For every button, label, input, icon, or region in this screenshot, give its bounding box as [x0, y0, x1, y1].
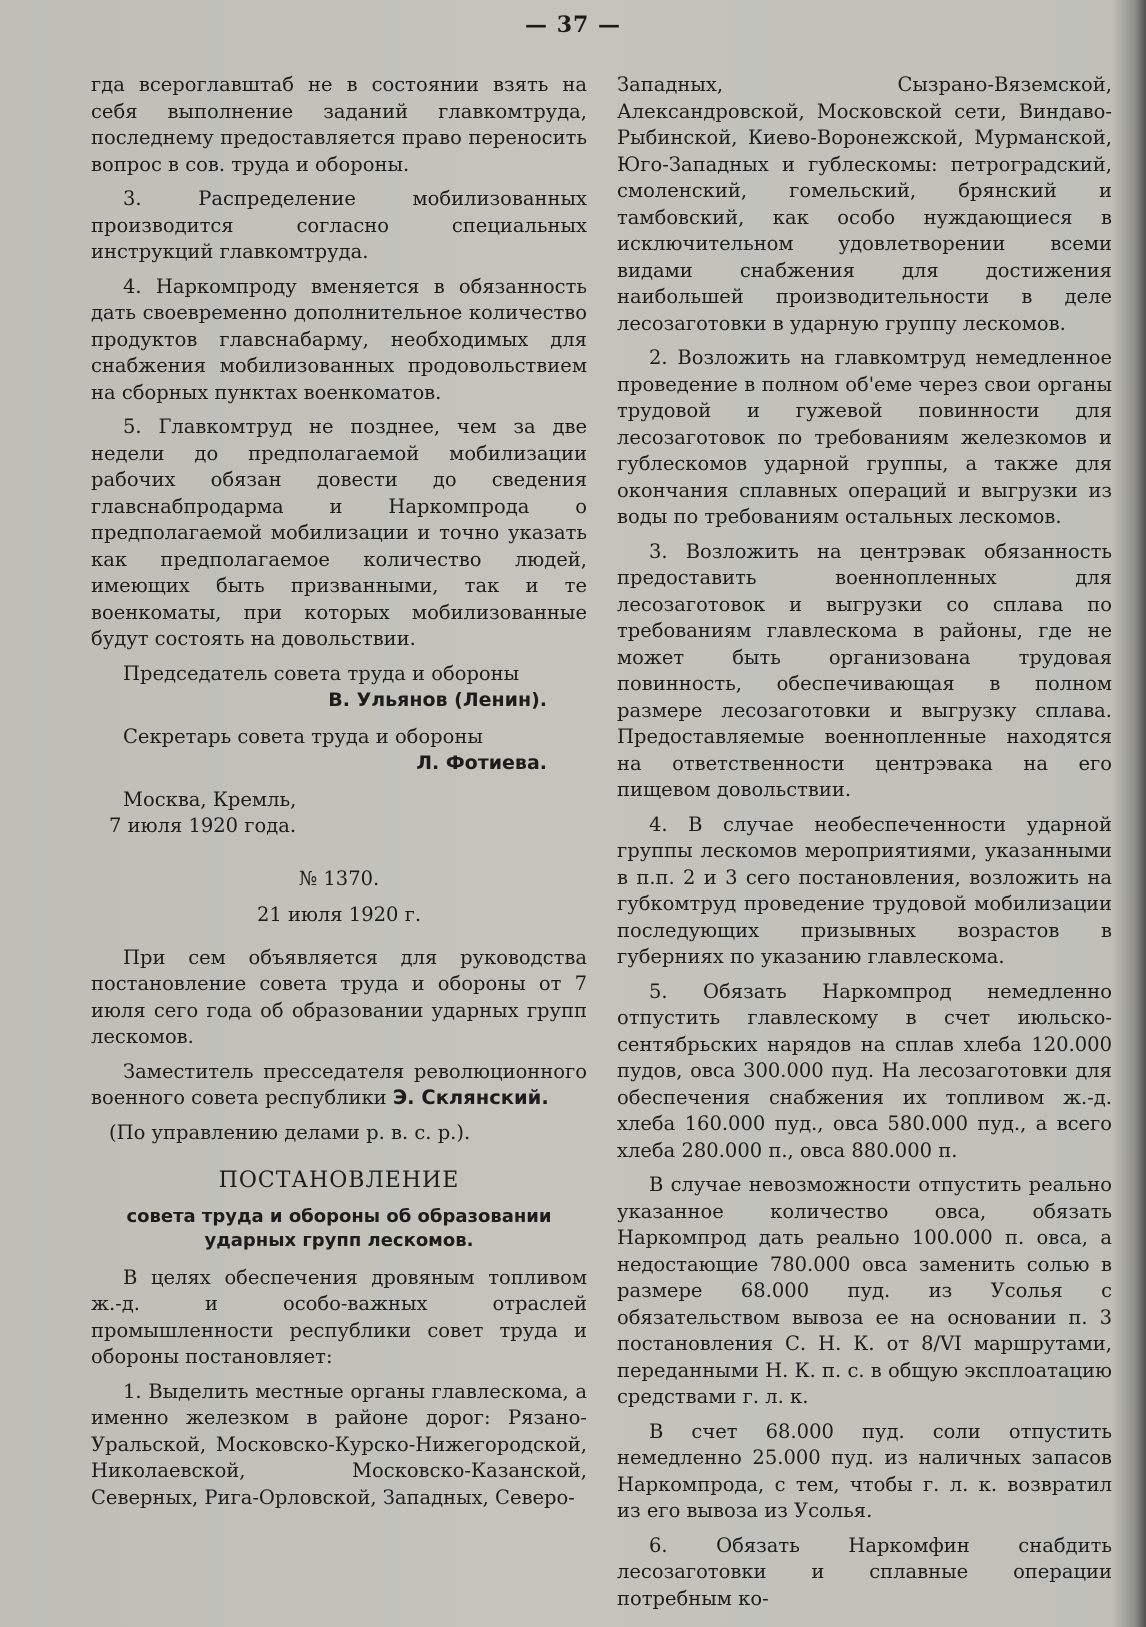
deputy-text: Заместитель пресседателя революционного военного совета республики	[91, 1059, 587, 1109]
point-5-paragraph: 5. Обязать Наркомпрод немедленно отпустить главлескому в счет июльско-сентябрьских нарядов на сплав хлеба 120.000 пудов, овса 300.000 пуд. На лесозаготовки для обеспечения снабжения их топливом ж.-д. хлеба 160.000 пуд., овса 580.000 пуд., а всего хлеба 280.000 п., овса 880.000 п.	[617, 979, 1112, 1162]
office-note: (По управлению делами р. в. с. р.).	[109, 1120, 471, 1144]
order-date: 21 июля 1920 г.	[256, 903, 422, 926]
point-1-paragraph: 1. Выделить местные органы главлескома, а именно железком в районе дорог: Рязано-Уральской, Московско-Курско-Нижегородской, Николаевской, Московско-Казанской, Северных, Рига-Орловской, Западных, Северо-	[91, 1379, 587, 1509]
item-4-paragraph: 4. Наркомпроду вменяется в обязанность дать своевременно дополнительное количество продуктов главснабарму, необходимых для снабжения мобилизованных продовольствием на сборных пунктах военкоматов.	[91, 274, 587, 404]
deputy-name: Э. Склянский.	[392, 1086, 549, 1109]
chairman-signature	[91, 661, 587, 714]
announcement-paragraph: При сем объявляется для руководства постановление совета труда и обороны от 7 июля сего года об образовании ударных групп лескомов.	[91, 945, 587, 1048]
salt-clause-paragraph: В счет 68.000 пуд. соли отпустить немедленно 25.000 пуд. из наличных запасов Наркомпрода, с тем, чтобы г. л. к. возвратил из его вывоза из Усолья.	[617, 1419, 1112, 1522]
point-5-continuation: В случае невозможности отпустить реально указанное количество овса, обязать Наркомпрод дать реально 100.000 п. овса, а недостающие 780.000 овса заменить солью в размере 68.000 пуд. из Усолья с обязательством вывоза ее на основании п. 3 постановления С. Н. К. от 8/VI маршрутами, переданными Н. К. п. с. в общую эксплоатацию средствами г. л. к.	[617, 1173, 1112, 1408]
chairman-role: Председатель совета труда и обороны	[123, 661, 520, 685]
chairman-name: В. Ульянов (Ленин).	[328, 689, 547, 711]
resolution-subheading: совета труда и обороны об образовании ударных групп лескомов.	[126, 1205, 552, 1251]
preamble-paragraph: В целях обеспечения дровяным топливом ж.-д. и особо-важных отраслей промышленности республики совет труда и обороны постановляет:	[91, 1265, 587, 1368]
right-column	[617, 72, 1112, 1620]
resolution-heading: ПОСТАНОВЛЕНИЕ	[218, 1168, 460, 1193]
item-5-paragraph: 5. Главкомтруд не позднее, чем за две недели до предполагаемой мобилизации рабочих обязан довести до сведения главснабпродарма и Наркомпрода о предполагаемой мобилизации и точно указать как предполагаемое количество людей, имеющих быть призванными, так и те военкоматы, при которых мобилизованные будут состоять на довольствии.	[91, 415, 587, 650]
secretary-name: Л. Фотиева.	[416, 752, 547, 774]
point-6-paragraph: 6. Обязать Наркомфин снабдить лесозаготовки и сплавные операции потребным ко-	[617, 1533, 1112, 1610]
place-and-date	[91, 787, 587, 840]
point-2-paragraph: 2. Возложить на главкомтруд немедленное проведение в полном об'еме через свои органы трудовой и гужевой повинности для лесозаготовок по требованиям железкомов и гублескомов ударной группы, а также для окончания сплавных операций и выгрузки из воды по требованиям остальных лескомов.	[617, 346, 1112, 528]
point-1-continuation: Западных, Сызрано-Вяземской, Александровской, Московской сети, Виндаво-Рыбинской, Киево-Воронежской, Мурманской, Юго-Западных и гублескомы: петроградский, смоленский, гомельский, брянский и тамбовский, как особо нуждающиеся в исключительном удовлетворении всеми видами снабжения для достижения наибольшей производительности в деле лесозаготовки в ударную группу лескомов.	[617, 73, 1112, 335]
order-number: № 1370.	[298, 866, 380, 890]
place-line: Москва, Кремль,	[123, 787, 297, 811]
page-number: — 37 —	[525, 12, 621, 38]
left-column	[91, 72, 587, 1519]
point-4-paragraph: 4. В случае необеспеченности ударной группы лескомов мероприятиями, указанными в п.п. 2 и 3 сего постановления, возложить на губкомтруд проведение трудовой мобилизации последующих призывных возрастов в губерниях по указанию главлескома.	[617, 812, 1112, 968]
place-date-line: 7 июля 1920 года.	[109, 814, 297, 837]
item-3-paragraph: 3. Распределение мобилизованных производится согласно специальных инструкций главкомтруда.	[91, 187, 587, 263]
secretary-role: Секретарь совета труда и обороны	[123, 724, 483, 748]
point-3-paragraph: 3. Возложить на центрэвак обязанность предоставить военнопленных для лесозаготовок и выгрузки со сплава по требованиям главлескома в районы, где не может быть организована трудовая повинность, обеспечивающая в полном размере лесозаготовки и выгрузку сплава. Предоставляемые военнопленные находятся на ответственности центрэвака на его пищевом довольствии.	[617, 539, 1112, 801]
intro-paragraph: гда всероглавштаб не в состоянии взять на себя выполнение заданий главкомтруда, последнему предоставляется право переносить вопрос в сов. труда и обороны.	[91, 73, 587, 176]
deputy-signature	[91, 1059, 587, 1112]
secretary-signature	[91, 724, 587, 777]
